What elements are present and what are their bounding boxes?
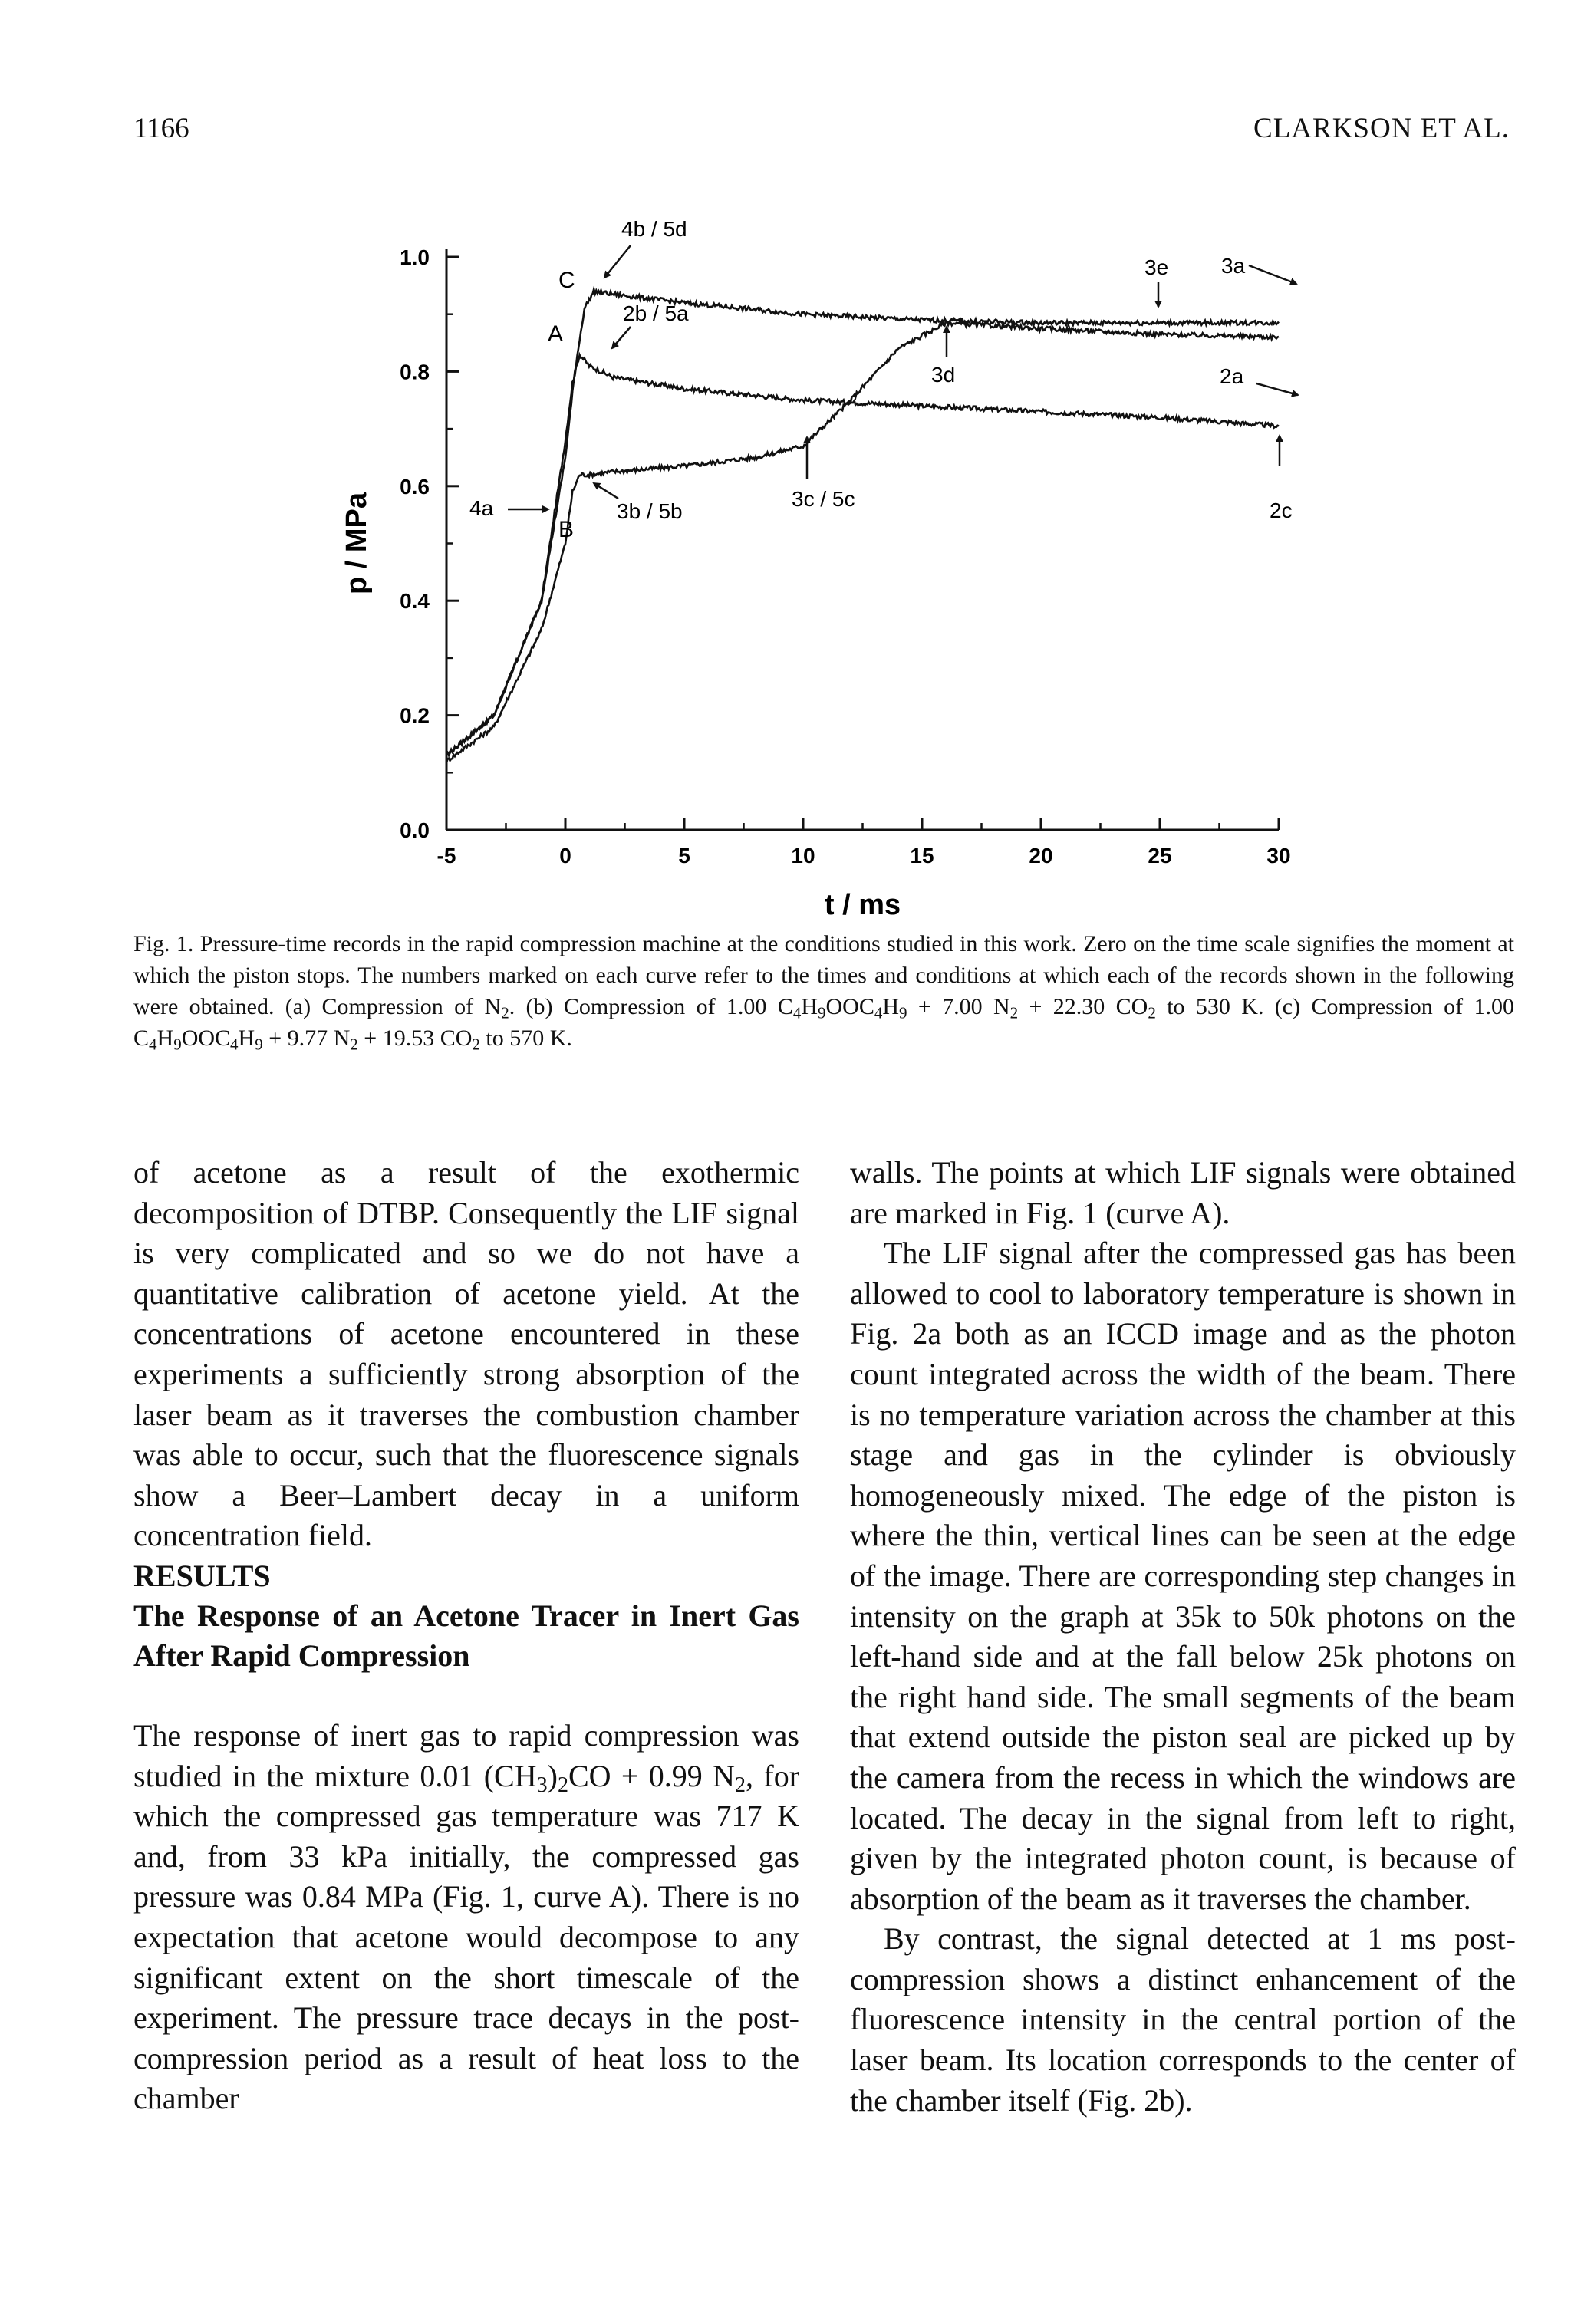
section-subheading: The Response of an Acetone Tracer in Inert Gas After Rapid Compression <box>133 1598 799 1673</box>
annotation-2c: 2c <box>1270 499 1293 522</box>
curve-label-a: A <box>548 321 564 347</box>
annotation-3b-5b: 3b / 5b <box>617 499 683 523</box>
curve-label-c: C <box>558 268 575 293</box>
annotation-3e: 3e <box>1144 255 1169 279</box>
arrow-2b-5a <box>612 327 631 348</box>
pressure-time-chart <box>0 0 1571 920</box>
left-column <box>133 1153 799 2119</box>
caption-text: Pressure-time records in the rapid compression machine at the conditions studied in this work. Zero on the time scale signifies the moment at which the piston stops. The numbers marked on each curve refer to the times and conditions at which each of the records shown in the following were obtained. (a) Compression of N <box>133 931 1514 1019</box>
annotation-4b-5d: 4b / 5d <box>621 217 687 241</box>
y-tick-label: 0.6 <box>400 474 430 499</box>
x-tick-label: 30 <box>1266 844 1291 867</box>
running-head: CLARKSON ET AL. <box>1253 113 1510 144</box>
y-tick-label: 1.0 <box>400 245 430 269</box>
y-tick-label: 0.0 <box>400 818 430 842</box>
y-tick-label: 0.2 <box>400 703 430 728</box>
chart-axes <box>341 245 1291 920</box>
annotation-3a: 3a <box>1221 254 1246 278</box>
right-paragraph-3: By contrast, the signal detected at 1 ms post-compression shows a distinct enhancement of the fluorescence intensity in the central portion of the laser beam. Its location corresponds to the center of the chamber itself (Fig. 2b). <box>850 1921 1516 2118</box>
caption-fig-label: Fig. 1. <box>133 931 194 956</box>
annotation-3c-5c: 3c / 5c <box>792 487 855 511</box>
chart-labels <box>469 217 1298 542</box>
annotation-4a: 4a <box>469 496 494 520</box>
annotation-3d: 3d <box>931 363 956 387</box>
x-tick-label: 10 <box>791 844 815 867</box>
x-tick-label: 15 <box>910 844 934 867</box>
right-paragraph-1: walls. The points at which LIF signals were obtained are marked in Fig. 1 (curve A). <box>850 1155 1516 1230</box>
x-tick-label: -5 <box>436 844 456 867</box>
x-tick-label: 25 <box>1148 844 1172 867</box>
annotation-2b-5a: 2b / 5a <box>623 301 689 325</box>
x-tick-label: 20 <box>1029 844 1053 867</box>
arrow-3b-5b <box>594 483 618 499</box>
arrow-3a <box>1249 265 1296 284</box>
left-paragraph-2: The response of inert gas to rapid compression was studied in the mixture 0.01 $(CH_3)_2CO + 0.99$ $N_2$, for which the compressed gas temperature was 717 K and, from 33 kPa initially, the compressed gas pressure was 0.84 MPa (Fig. 1, curve A). There is no expectation that acetone would decompose to any significant extent on the short timescale of the experiment. The pressure trace decays in the post-compression period as a result of heat loss to the chamber <box>133 1717 800 2116</box>
series-line-a <box>446 355 1279 755</box>
arrow-4b-5d <box>604 245 631 278</box>
y-tick-label: 0.8 <box>400 360 430 384</box>
y-axis-title: p / MPa <box>341 492 373 595</box>
results-heading: RESULTS <box>133 1558 271 1593</box>
right-column <box>850 1153 1516 2121</box>
page-number: 1166 <box>133 113 189 144</box>
y-tick-label: 0.4 <box>400 589 430 614</box>
left-paragraph-1: of acetone as a result of the exothermic decomposition of DTBP. Consequently the LIF signal is very complicated and so we do not have a quantitative calibration of acetone yield. At the concentrations of acetone encountered in these experiments a sufficiently strong absorption of the laser beam as it traverses the combustion chamber was able to occur, such that the fluorescence signals show a Beer–Lambert decay in a uniform concentration field. <box>133 1155 799 1553</box>
annotation-2a: 2a <box>1220 364 1244 388</box>
x-tick-label: 0 <box>559 844 571 867</box>
x-tick-label: 5 <box>678 844 690 867</box>
right-paragraph-2: The LIF signal after the compressed gas has been allowed to cool to laboratory temperature is shown in Fig. 2a both as an ICCD image and as the photon count integrated across the width of the beam. There is no temperature variation across the chamber at this stage and gas in the cylinder is obviously homogeneously mixed. The edge of the piston is where the thin, vertical lines can be seen at the edge of the image. There are corresponding step changes in intensity on the graph at 35k to 50k photons on the left-hand side and at the fall below 25k photons on the right hand side. The small segments of the beam that extend outside the piston seal are picked up by the camera from the recess in which the windows are located. The decay in the signal from left to right, given by the integrated photon count, is because of absorption of the beam as it traverses the chamber. <box>850 1236 1516 1916</box>
figure-caption: Fig. 1. Pressure-time records in the rapid compression machine at the conditions studied in this work. Zero on the time scale signifies the moment at which the piston stops. The numbers marked on each curve refer to the times and conditions at which each of the records shown in the following were obtained. (a) Compression of $N_2$. (b) Compression of 1.00 $C_4H_9OOC_4H_9 + 7.00$ $N_2 + 22.30$ $CO_2$ to 530 K. (c) Compression of 1.00 $C_4H_9OOC_4H_9 + 9.77$ $N_2 + 19.53$ $CO_2$ to 570 K. <box>133 931 1515 1054</box>
curve-label-b: B <box>558 517 575 542</box>
arrow-2a <box>1256 383 1298 395</box>
x-axis-title: t / ms <box>824 889 901 920</box>
